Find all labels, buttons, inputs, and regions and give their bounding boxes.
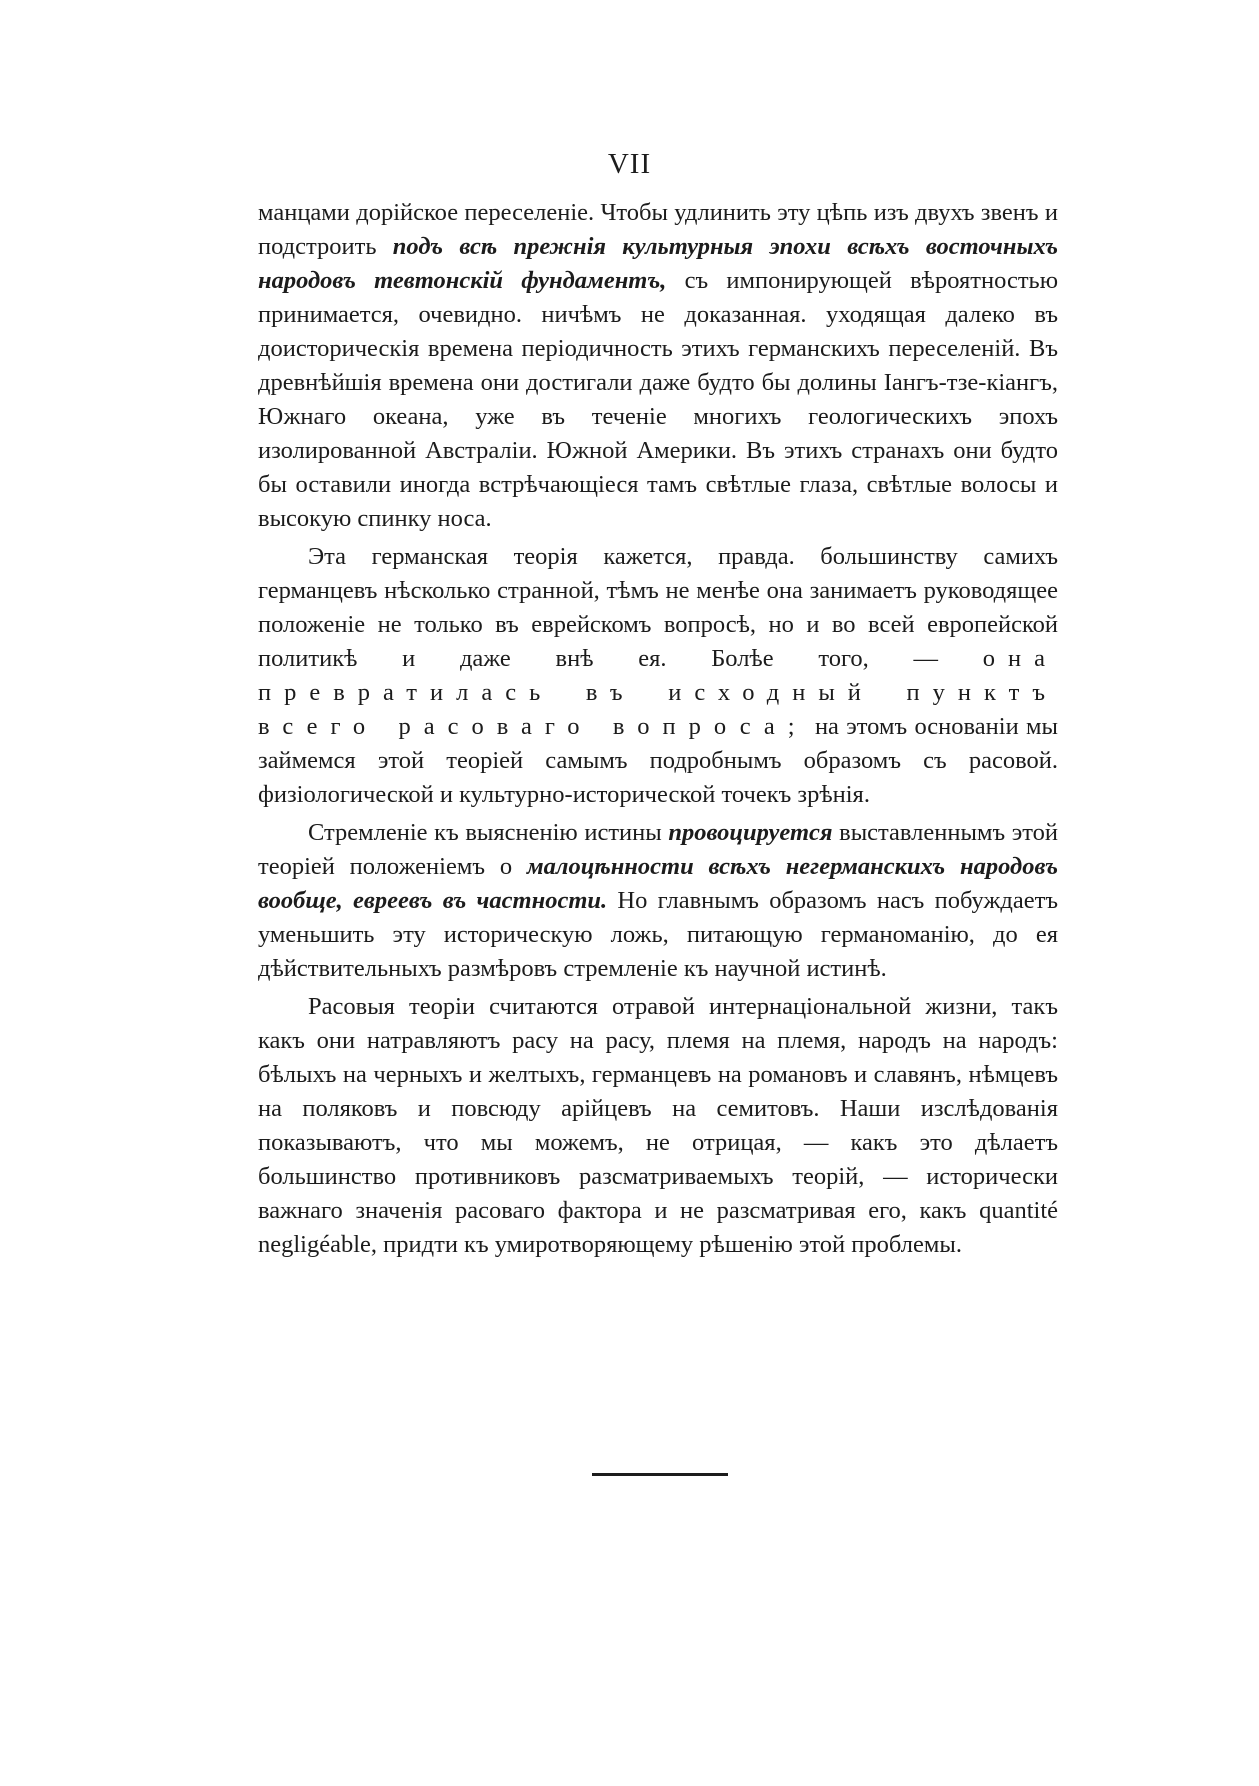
body-text [258, 196, 1058, 1266]
paragraph-1-text: манцами дорійское переселеніе. Чтобы удлинить эту цѣпь изъ двухъ звенъ и подстроить [258, 199, 1058, 260]
paragraph-3 [258, 816, 1058, 986]
paragraph-1-italic-phrase: подъ всѣ прежнія культурныя эпохи всѣхъ восточныхъ народовъ тевтонскій фундаментъ, [258, 233, 1058, 294]
paragraph-3-text-middle: выставленнымъ этой теоріей положеніемъ о [258, 819, 1059, 880]
paragraph-2 [258, 540, 1058, 812]
paragraph-3-text: Стремленіе къ выясненію истины [308, 819, 669, 846]
page-number: VII [607, 148, 652, 180]
paragraph-4 [258, 990, 1058, 1262]
paragraph-3-italic-word: провоцируется [668, 819, 833, 846]
paragraph-4-text: Расовыя теоріи считаются отравой интернаціональной жизни, такъ какъ они натравляютъ расу на расу, племя на племя, народъ на народъ: бѣлыхъ на черныхъ и желтыхъ, германцевъ на романовъ и славянъ, нѣмцевъ на поляковъ и повсюду арійцевъ на семитовъ. Наши изслѣдованія показываютъ, что мы можемъ, не отрицая, — какъ это дѣлаетъ большинство противниковъ разсматриваемыхъ теорій, — исторически важнаго значенія расоваго фактора и не разсматривая его, какъ quantité negligéable, придти къ умиротворяющему рѣшенію этой проблемы. [258, 993, 1058, 1258]
paragraph-1-text-continued: съ импонирующей вѣроятностью принимается, очевидно. ничѣмъ не доказанная. уходящая далеко въ доисторическія времена періодичность этихъ германскихъ переселеній. Въ древнѣйшія времена они достигали даже будто бы долины Іангъ-тзе-кіангъ, Южнаго океана, уже въ теченіе многихъ геологическихъ эпохъ изолированной Австраліи. Южной Америки. Въ этихъ странахъ они будто бы оставили иногда встрѣчающіеся тамъ свѣтлые глаза, свѣтлые волосы и высокую спинку носа. [258, 267, 1059, 532]
paragraph-2-spaced-emphasis: она превратилась въ исходный пунктъ всего расоваго вопроса; [258, 645, 1058, 740]
closing-rule [592, 1473, 728, 1476]
paragraph-3-text-end: Но главнымъ образомъ насъ побуждаетъ уменьшить эту историческую ложь, питающую германоманію, до ея дѣйствительныхъ размѣровъ стремленіе къ научной истинѣ. [258, 887, 1058, 982]
paragraph-1 [258, 196, 1058, 536]
paragraph-2-text-continued: на этомъ основаніи мы займемся этой теоріей самымъ подробнымъ образомъ съ расовой. физіологической и культурно-исторической точекъ зрѣнія. [258, 713, 1058, 808]
paragraph-3-italic-phrase: малоцѣнности всѣхъ негерманскихъ народовъ вообще, евреевъ въ частности. [258, 853, 1058, 914]
paragraph-2-text: Эта германская теорія кажется, правда. большинству самихъ германцевъ нѣсколько странной, тѣмъ не менѣе она занимаетъ руководящее положеніе не только въ еврейскомъ вопросѣ, но и во всей европейской политикѣ и даже внѣ ея. Болѣе того, — [258, 543, 1058, 672]
